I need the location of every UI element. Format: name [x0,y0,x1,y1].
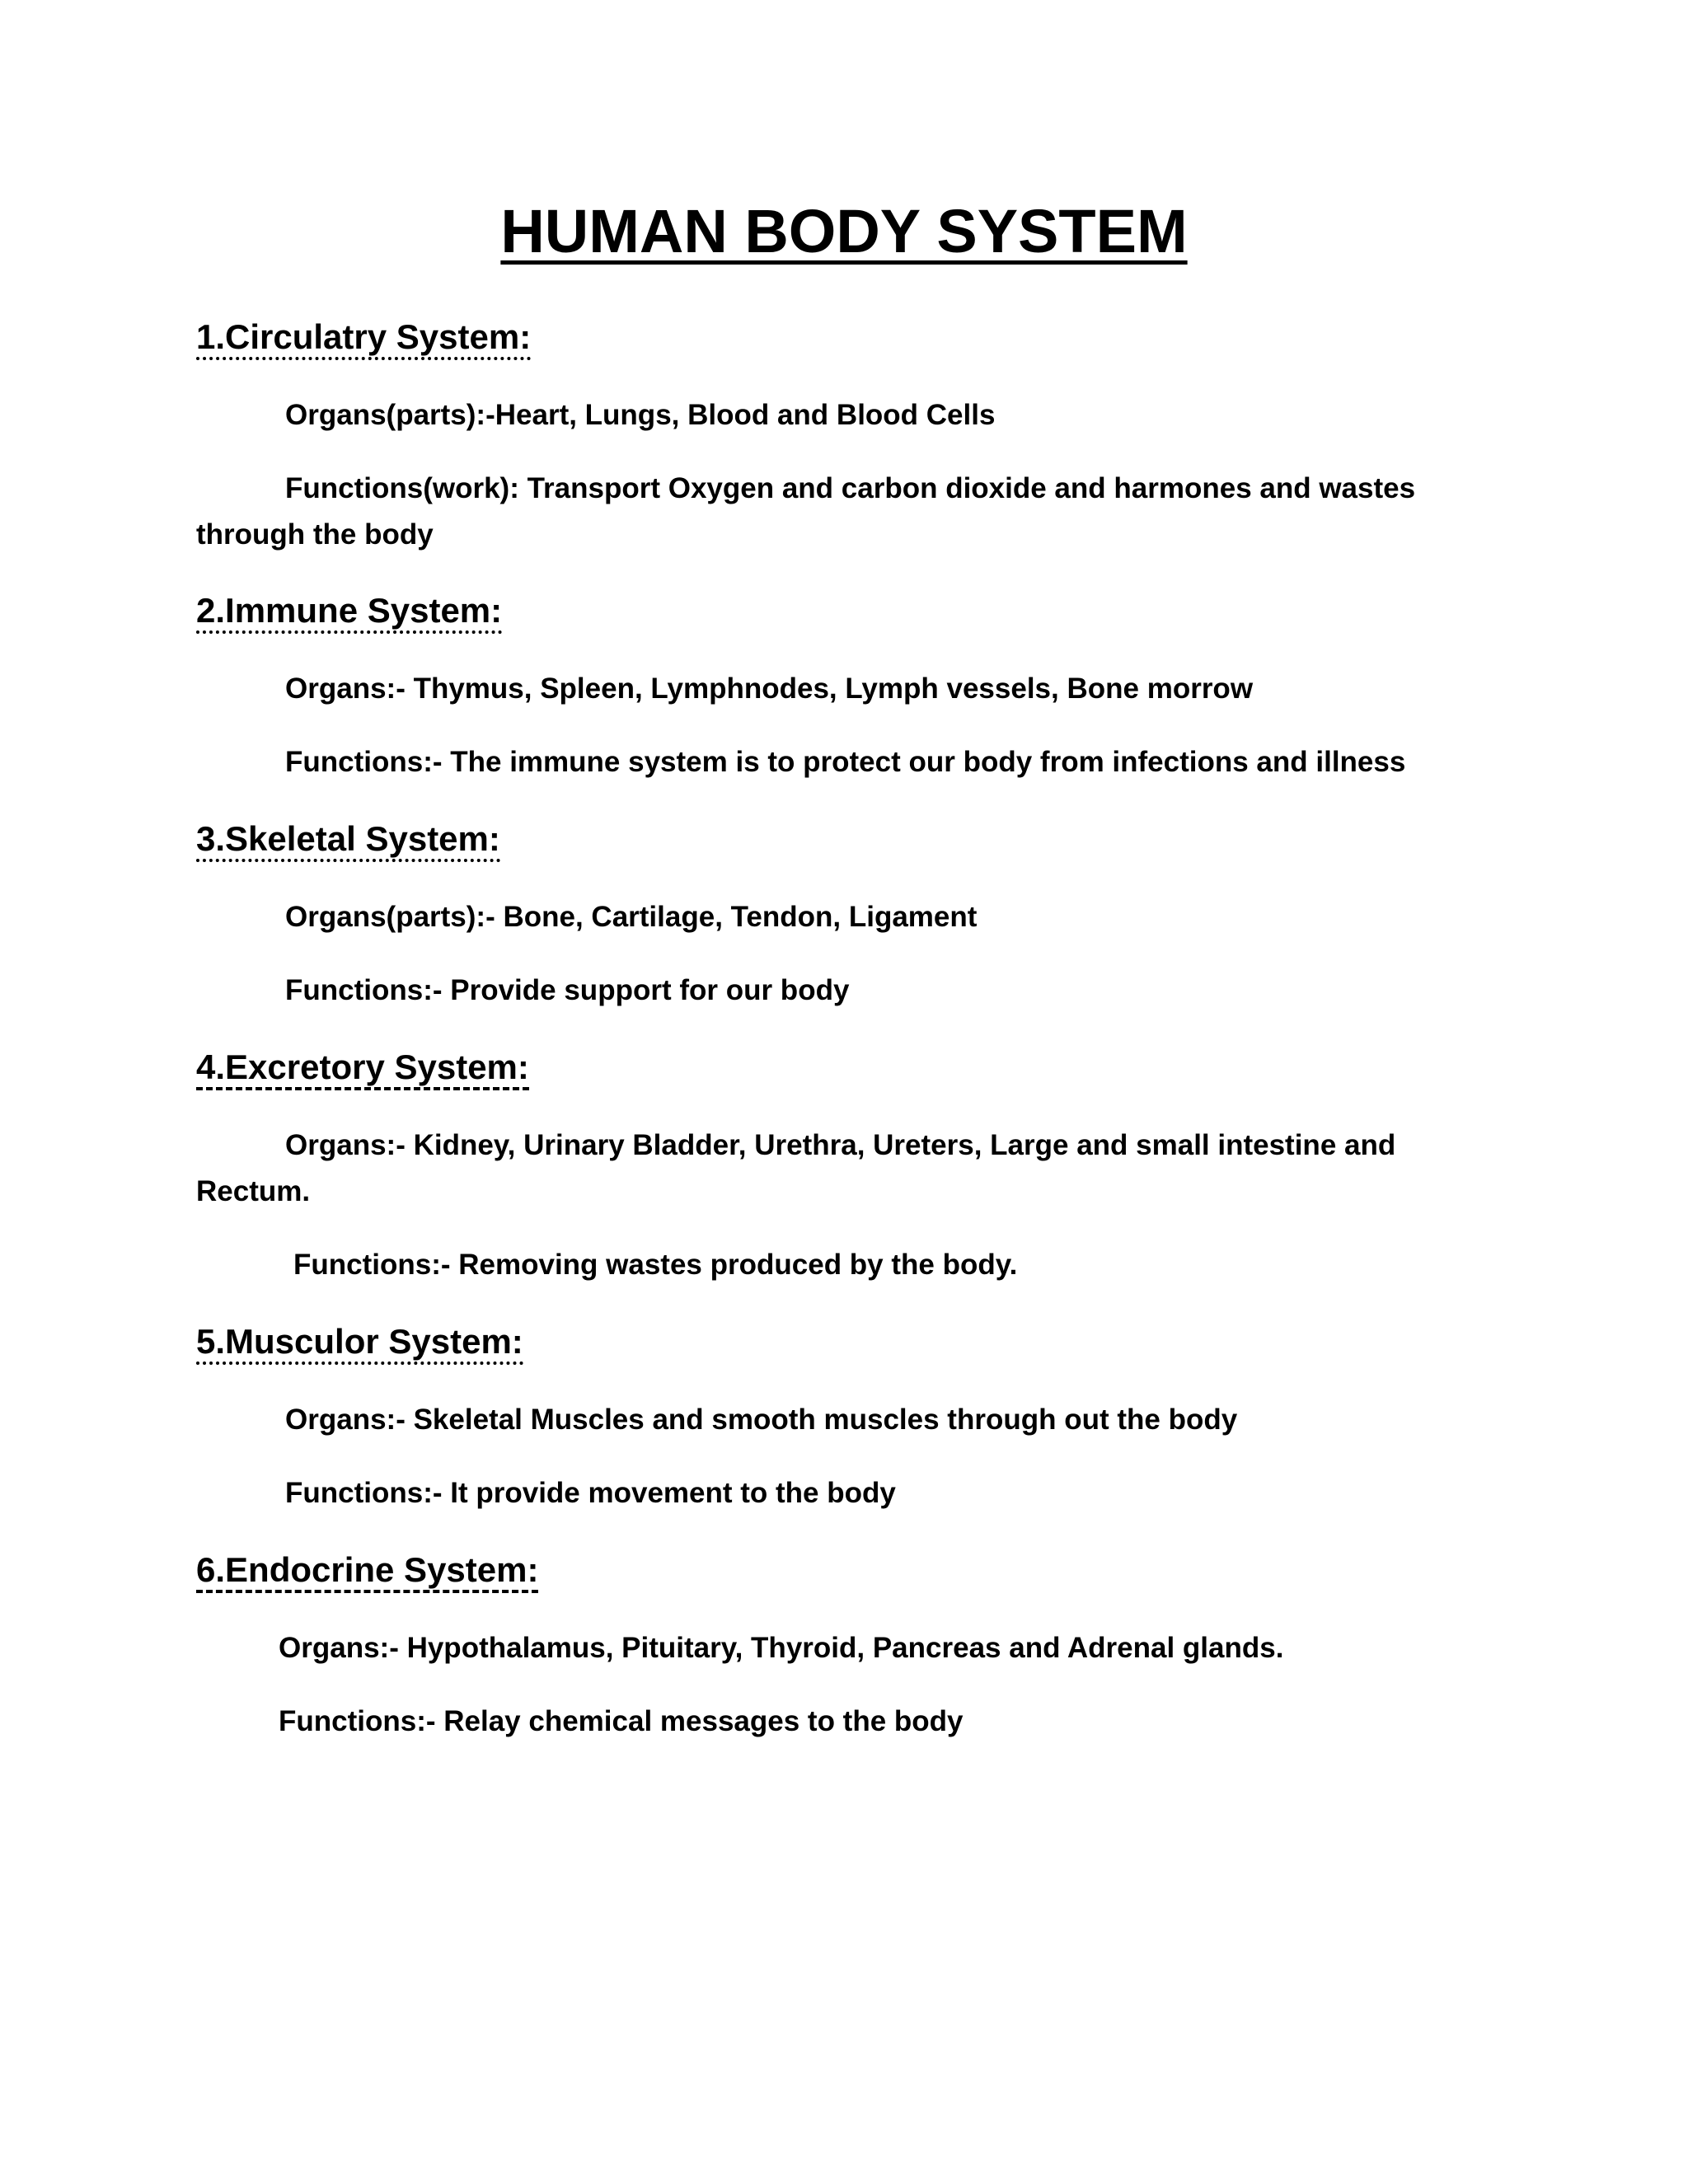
section-heading-excretory: 4.Excretory System: [196,1047,529,1088]
section-organs-immune: Organs:- Thymus, Spleen, Lymphnodes, Lymph vessels, Bone morrow [285,673,1254,705]
section-heading-endocrine: 6.Endocrine System: [196,1549,538,1591]
section-heading-skeletal: 3.Skeletal System: [196,818,500,860]
section-functions-endocrine: Functions:- Relay chemical messages to the body [279,1705,964,1737]
section-functions-excretory: Functions:- Removing wastes produced by the body. [293,1249,1018,1281]
page-title-text: HUMAN BODY SYSTEM [500,197,1188,265]
section-organs-muscular: Organs:- Skeletal Muscles and smooth muscles through out the body [285,1404,1238,1436]
section-functions-muscular: Functions:- It provide movement to the body [285,1477,896,1509]
section-organs-circulatory: Organs(parts):-Heart, Lungs, Blood and Blood Cells [285,399,996,431]
section-heading-circulatory: 1.Circulatry System: [196,316,531,358]
section-organs-endocrine: Organs:- Hypothalamus, Pituitary, Thyroid, Pancreas and Adrenal glands. [279,1632,1284,1664]
section-organs-skeletal: Organs(parts):- Bone, Cartilage, Tendon, Ligament [285,901,978,933]
section-heading-immune: 2.Immune System: [196,590,502,631]
section-heading-muscular: 5.Musculor System: [196,1321,523,1362]
section-functions-immune: Functions:- The immune system is to protect our body from infections and illness [285,746,1406,778]
section-organs-excretory: Organs:- Kidney, Urinary Bladder, Urethra, Ureters, Large and small intestine and Rectum. [196,1129,1396,1207]
page-title [0,196,1688,266]
section-functions-circulatory: Functions(work): Transport Oxygen and carbon dioxide and harmones and wastes through the body [196,472,1416,551]
section-functions-skeletal: Functions:- Provide support for our body [285,974,850,1006]
